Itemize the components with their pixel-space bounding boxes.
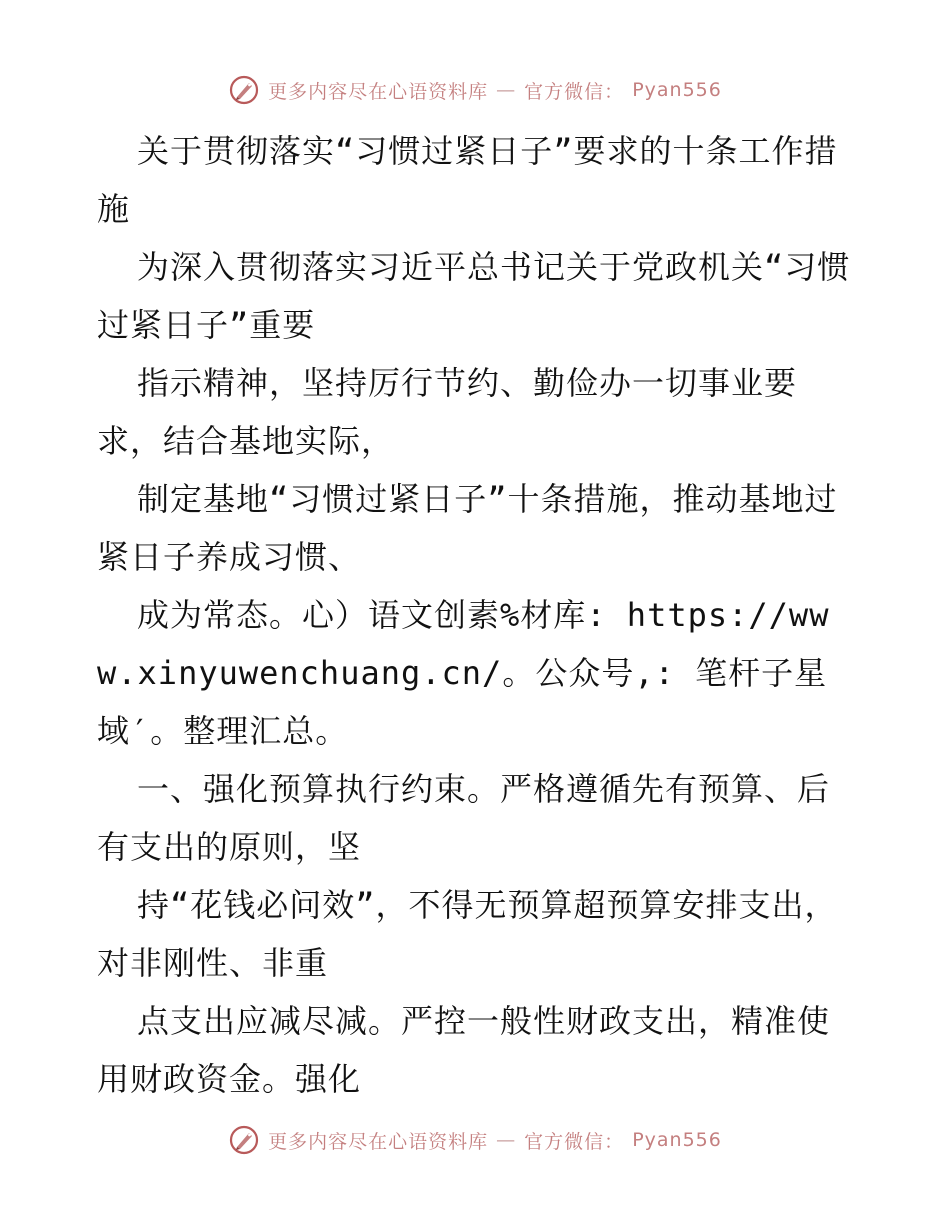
document-body [97, 122, 857, 1108]
footer-watermark [0, 1120, 950, 1160]
paragraph-title: 关于贯彻落实“习惯过紧日子”要求的十条工作措施 [97, 132, 838, 228]
watermark-separator: — [496, 1129, 517, 1151]
paragraph: 持“花钱必问效”，不得无预算超预算安排支出，对非刚性、非重 [97, 886, 838, 982]
watermark-wechat-id: Pyan556 [632, 79, 722, 101]
watermark-brand: 更多内容尽在心语资料库 [268, 80, 489, 103]
header-watermark [0, 70, 950, 110]
paragraph: 为深入贯彻落实习近平总书记关于党政机关“习惯过紧日子”重要 [97, 248, 851, 344]
watermark-separator: — [496, 79, 517, 101]
watermark-brand: 更多内容尽在心语资料库 [268, 1130, 489, 1153]
watermark-wechat-id: Pyan556 [632, 1129, 722, 1151]
paragraph: 制定基地“习惯过紧日子”十条措施，推动基地过紧日子养成习惯、 [97, 480, 838, 576]
pen-nib-logo-icon [228, 74, 260, 106]
paragraph: 一、强化预算执行约束。严格遵循先有预算、后有支出的原则，坚 [97, 770, 831, 866]
pen-nib-logo-icon [228, 1124, 260, 1156]
watermark-wechat-label: 官方微信： [524, 1130, 625, 1153]
paragraph: 成为常态。心）语文创素%材库: https://www.xinyuwenchuang.cn/。公众号,: 笔杆子星域′。整理汇总。 [97, 596, 830, 750]
watermark-wechat-label: 官方微信： [524, 80, 625, 103]
paragraph: 点支出应减尽减。严控一般性财政支出，精准使用财政资金。强化 [97, 1002, 831, 1098]
paragraph: 指示精神，坚持厉行节约、勤俭办一切事业要求，结合基地实际， [97, 364, 798, 460]
